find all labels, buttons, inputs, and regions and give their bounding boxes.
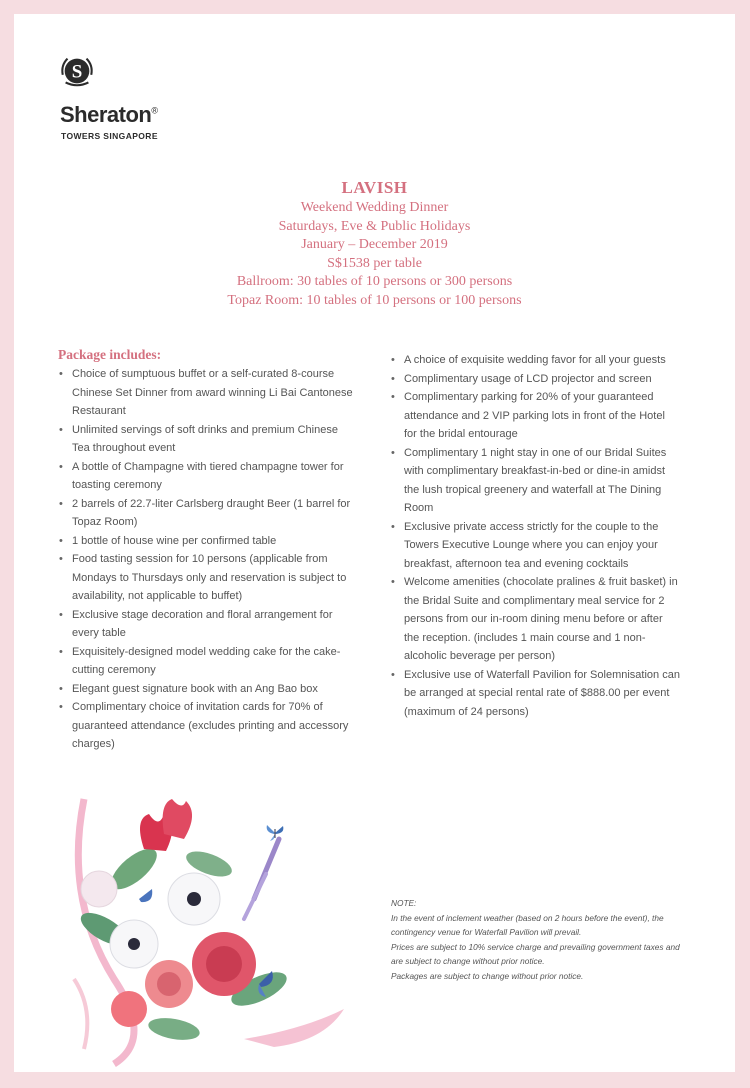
package-line: Weekend Wedding Dinner — [300, 200, 449, 215]
note-label: NOTE: — [391, 898, 417, 908]
sheraton-laurel-s-icon — [58, 52, 96, 90]
package-line: Topaz Room: 10 tables of 10 persons or 100 persons — [227, 292, 522, 308]
includes-left-column — [58, 347, 358, 754]
list-item: • Exquisitely-designed model wedding cake for the cake-cutting ceremony — [58, 643, 358, 680]
package-line: Ballroom: 30 tables of 10 persons or 300 persons — [236, 274, 513, 290]
list-item: • Choice of sumptuous buffet or a self-curated 8-course Chinese Set Dinner from award winning Li Bai Cantonese Restaurant — [58, 365, 358, 421]
brand-subtitle: TOWERS SINGAPORE — [61, 131, 158, 141]
list-item: • 2 barrels of 22.7-liter Carlsberg draught Beer (1 barrel for Topaz Room) — [58, 495, 358, 532]
list-item: • Complimentary parking for 20% of your guaranteed attendance and 2 VIP parking lots in front of the Hotel for the bridal entourage — [390, 388, 680, 444]
list-item: • Unlimited servings of soft drinks and premium Chinese Tea throughout event — [58, 421, 358, 458]
includes-list-left — [58, 365, 358, 754]
package-line: January – December 2019 — [301, 237, 448, 253]
list-item: • 1 bottle of house wine per confirmed table — [58, 532, 358, 551]
includes-right-column — [390, 351, 680, 721]
flower-bouquet-icon — [44, 779, 364, 1069]
includes-heading: Package includes: — [58, 347, 162, 362]
note-block — [391, 896, 691, 984]
list-item: • A choice of exquisite wedding favor for all your guests — [390, 351, 680, 370]
list-item: • A bottle of Champagne with tiered champagne tower for toasting ceremony — [58, 458, 358, 495]
list-item: • Food tasting session for 10 persons (applicable from Mondays to Thursdays only and reservation is subject to availability, not applicable to buffet) — [58, 550, 358, 606]
includes-list-right — [390, 351, 680, 721]
note-line: Packages are subject to change without prior notice. — [391, 970, 584, 981]
brand-logo — [58, 52, 188, 162]
brand-name: Sheraton® — [60, 102, 158, 127]
list-item: • Complimentary usage of LCD projector and screen — [390, 370, 680, 389]
package-line: S$1538 per table — [327, 255, 422, 271]
note-line: Prices are subject to 10% service charge and prevailing government taxes and are subject to change without prior notice. — [391, 941, 680, 967]
list-item: • Exclusive private access strictly for the couple to the Towers Executive Lounge where you can enjoy your breakfast, afternoon tea and evening cocktails — [390, 518, 680, 574]
package-header — [14, 177, 735, 311]
list-item: • Exclusive use of Waterfall Pavilion for Solemnisation can be arranged at special rental rate of $888.00 per event (maximum of 24 persons) — [390, 666, 680, 722]
list-item: • Elegant guest signature book with an Ang Bao box — [58, 680, 358, 699]
note-line: In the event of inclement weather (based on 2 hours before the event), the contingency venue for Waterfall Pavilion will prevail. — [391, 912, 664, 938]
package-title: LAVISH — [341, 178, 408, 197]
package-line: Saturdays, Eve & Public Holidays — [278, 218, 471, 234]
list-item: • Complimentary 1 night stay in one of our Bridal Suites with complimentary breakfast-in-bed or dine-in amidst the lush tropical greenery and waterfall at The Dining Room — [390, 444, 680, 518]
svg-text:S: S — [71, 61, 83, 83]
menu-page — [14, 14, 735, 1072]
list-item: • Complimentary choice of invitation cards for 70% of guaranteed attendance (excludes printing and accessory charges) — [58, 698, 358, 754]
list-item: • Exclusive stage decoration and floral arrangement for every table — [58, 606, 358, 643]
list-item: • Welcome amenities (chocolate pralines & fruit basket) in the Bridal Suite and complimentary meal service for 2 persons from our in-room dining menu before or after the reception. (includes 1 main course and 1 non-alcoholic beverage per person) — [390, 573, 680, 666]
